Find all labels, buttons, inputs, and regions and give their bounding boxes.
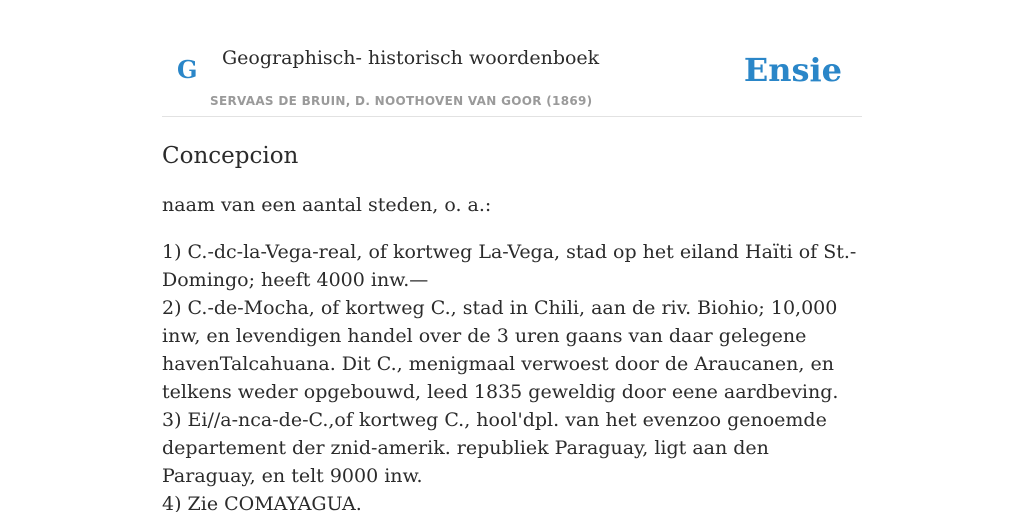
definition-item: 1) C.-dc-la-Vega-real, of kortweg La-Vega, stad op het eiland Haïti of St.-Domingo; heeft 4000 inw.— [162, 241, 857, 291]
definition-item: 2) C.-de-Mocha, of kortweg C., stad in Chili, aan de riv. Biohio; 10,000 inw, en levendigen handel over de 3 uren gaans van daar gelegene havenTalcahuana. Dit C., menigmaal verwoest door de Araucanen, en telkens weder opgebouwd, leed 1835 geweldig door eene aardbeving. [162, 297, 839, 403]
dictionary-authors: SERVAAS DE BRUIN, D. NOOTHOVEN VAN GOOR (1869) [210, 94, 593, 108]
entry-title: Concepcion [162, 143, 299, 169]
dictionary-logo-icon[interactable]: G [177, 55, 198, 84]
definition-item: 3) Ei//a-nca-de-C.,of kortweg C., hool'dpl. van het evenzoo genoemde departement der znid-amerik. republiek Paraguay, ligt aan den Paraguay, en telt 9000 inw. [162, 409, 827, 487]
dictionary-header [162, 0, 862, 117]
entry-definitions [162, 238, 862, 512]
definition-item: 4) Zie COMAYAGUA. [162, 493, 362, 512]
entry-content [162, 141, 862, 512]
page-container [162, 0, 862, 512]
ensie-logo-link[interactable]: Ensie [743, 51, 842, 89]
entry-intro: naam van een aantal steden, o. a.: [162, 194, 492, 216]
dictionary-title[interactable]: Geographisch- historisch woordenboek [222, 47, 600, 69]
